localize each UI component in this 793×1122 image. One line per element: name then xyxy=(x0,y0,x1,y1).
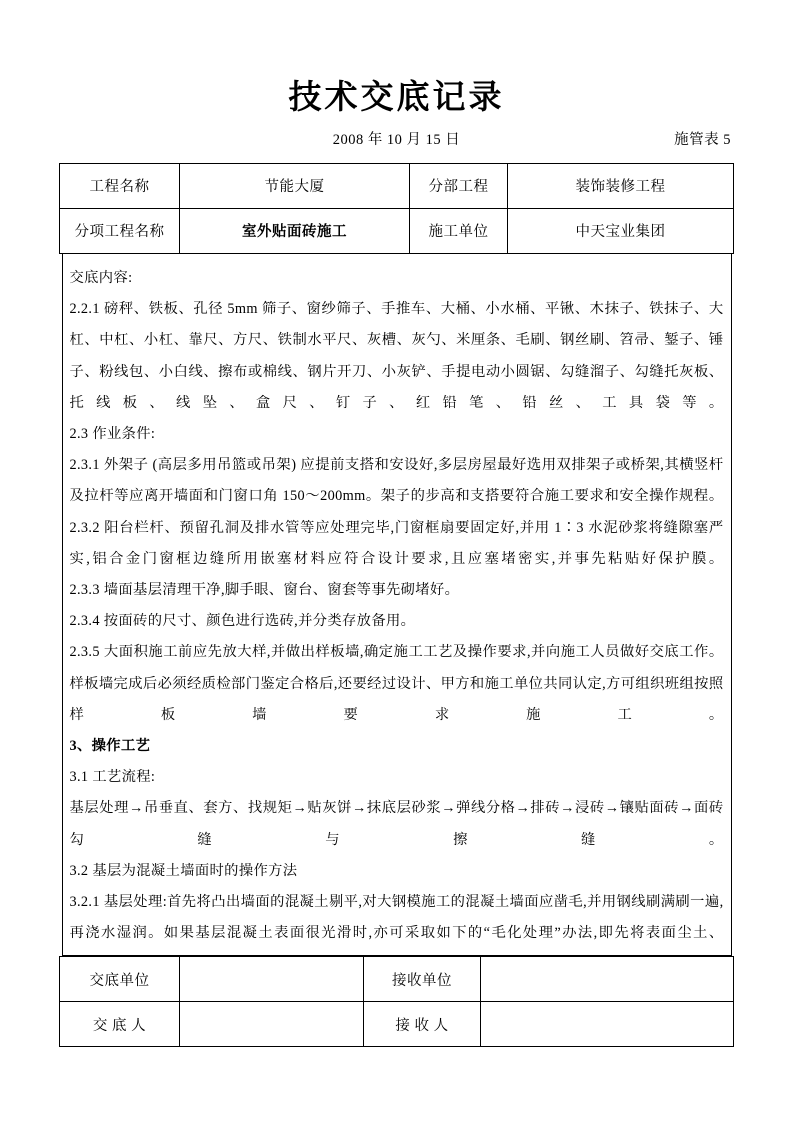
receiving-unit-field[interactable] xyxy=(481,957,734,1002)
division-work-label: 分部工程 xyxy=(410,163,508,208)
content-paragraph: 3.2 基层为混凝土墙面时的操作方法 xyxy=(69,862,298,879)
table-row xyxy=(60,163,734,208)
section-heading-operation: 3、操作工艺 xyxy=(69,737,151,754)
subproject-name-label: 分项工程名称 xyxy=(60,208,180,253)
table-row xyxy=(60,208,734,253)
content-paragraph: 2.3.3 墙面基层清理干净,脚手眼、窗台、窗套等事先砌堵好。 xyxy=(69,581,460,598)
content-paragraph: 2.3 作业条件: xyxy=(69,425,156,442)
content-paragraph: 2.3.2 阳台栏杆、预留孔洞及排水管等应处理完毕,门窗框扇要固定好,并用 1∶3 水泥砂浆将缝隙塞严实,铝合金门窗框边缝所用嵌塞材料应符合设计要求,且应塞堵密实,并事先粘贴好保护膜。 xyxy=(69,519,724,567)
content-paragraph: 2.2.1 磅秤、铁板、孔径 5mm 筛子、窗纱筛子、手推车、大桶、小水桶、平锹、木抹子、铁抹子、大杠、中杠、小杠、靠尺、方尺、铁制水平尺、灰槽、灰勺、米厘条、毛刷、钢丝刷、笤帚、錾子、锤子、粉线包、小白线、擦布或棉线、钢片开刀、小灰铲、手提电动小圆锯、勾缝溜子、勾缝托灰板、托线板、线坠、盒尺、钉子、红铅笔、铅丝、工具袋等。 xyxy=(69,301,724,411)
content-paragraph: 3.2.1 基层处理:首先将凸出墙面的混凝土剔平,对大钢模施工的混凝土墙面应凿毛,并用钢线刷满刷一遍,再浇水湿润。如果基层混凝土表面很光滑时,亦可采取如下的“毛化处理”办法,即先将表面尘土、 xyxy=(69,894,724,942)
division-work-value: 装饰装修工程 xyxy=(508,163,734,208)
discloser-label: 交 底 人 xyxy=(60,1002,180,1047)
receiving-unit-label: 接收单位 xyxy=(364,957,481,1002)
content-paragraph: 2.3.4 按面砖的尺寸、颜色进行选砖,并分类存放备用。 xyxy=(69,613,416,630)
receiver-field[interactable] xyxy=(481,1002,734,1047)
page-title: 技术交底记录 xyxy=(288,78,505,115)
disclosing-unit-field[interactable] xyxy=(180,957,364,1002)
project-name-label: 工程名称 xyxy=(60,163,180,208)
content-heading: 交底内容: xyxy=(69,269,133,286)
signoff-table xyxy=(59,956,734,1047)
process-flow-paragraph: 基层处理→吊垂直、套方、找规矩→贴灰饼→抹底层砂浆→弹线分格→排砖→浸砖→镶贴面砖→面砖勾缝与擦缝。 xyxy=(69,800,724,848)
document-date: 2008 年 10 月 15 日 xyxy=(332,131,461,148)
construction-unit-value: 中天宝业集团 xyxy=(508,208,734,253)
disclosure-content-box xyxy=(62,254,732,956)
content-paragraph: 3.1 工艺流程: xyxy=(69,769,156,786)
form-code-label: 施管表 5 xyxy=(674,131,731,148)
content-paragraph: 2.3.1 外架子 (高层多用吊篮或吊架) 应提前支搭和安设好,多层房屋最好选用双排架子或桥架,其横竖杆及拉杆等应离开墙面和门窗口角 150～200mm。架子的步高和支搭要符合施工要求和安全操作规程。 xyxy=(69,457,724,505)
subproject-name-value: 室外贴面砖施工 xyxy=(180,208,410,253)
table-row xyxy=(60,957,734,1002)
title-meta-row xyxy=(0,128,793,154)
disclosing-unit-label: 交底单位 xyxy=(60,957,180,1002)
project-name-value: 节能大厦 xyxy=(180,163,410,208)
receiver-label: 接 收 人 xyxy=(364,1002,481,1047)
content-paragraph: 2.3.5 大面积施工前应先放大样,并做出样板墙,确定施工工艺及操作要求,并向施工人员做好交底工作。样板墙完成后必须经质检部门鉴定合格后,还要经过设计、甲方和施工单位共同认定,方可组织班组按照样板墙要求施工。 xyxy=(69,644,724,723)
table-row xyxy=(60,1002,734,1047)
construction-unit-label: 施工单位 xyxy=(410,208,508,253)
project-info-table xyxy=(59,163,734,254)
discloser-field[interactable] xyxy=(180,1002,364,1047)
